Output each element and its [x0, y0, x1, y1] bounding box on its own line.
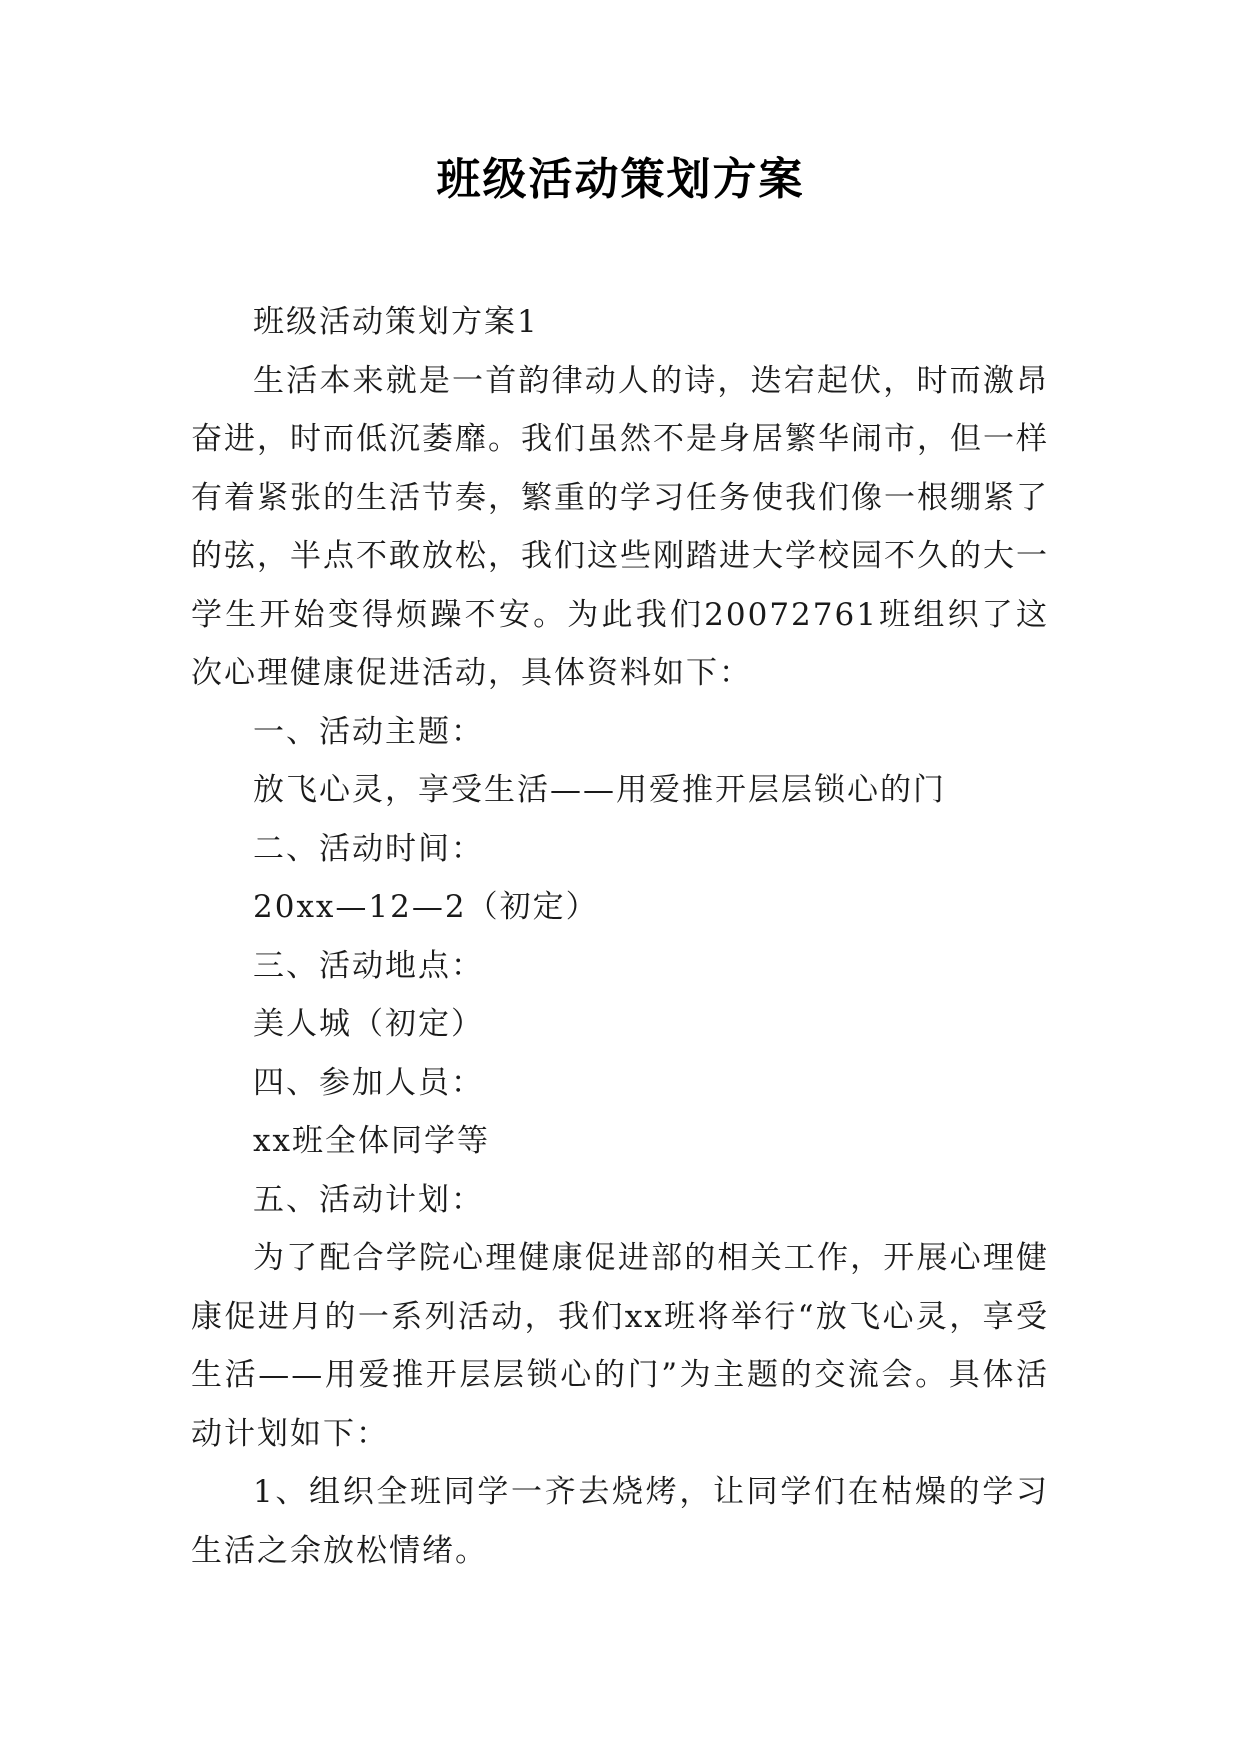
- activity-plan-paragraph: 为了配合学院心理健康促进部的相关工作，开展心理健康促进月的一系列活动，我们xx班将举行“放飞心灵，享受生活——用爱推开层层锁心的门”为主题的交流会。具体活动计划如下：: [191, 1240, 1049, 1452]
- heading-activity-time: 二、活动时间：: [253, 830, 484, 867]
- heading-activity-location: 三、活动地点：: [253, 947, 484, 984]
- activity-location-text: 美人城（初定）: [253, 1006, 484, 1042]
- document-title: 班级活动策划方案: [436, 154, 805, 205]
- activity-time-text: 20xx—12—2（初定）: [253, 889, 599, 925]
- section-heading-plan-1: 班级活动策划方案1: [253, 304, 539, 340]
- participants-text: xx班全体同学等: [253, 1123, 490, 1159]
- activity-theme-text: 放飞心灵，享受生活——用爱推开层层锁心的门: [253, 772, 946, 808]
- heading-activity-theme: 一、活动主题：: [253, 713, 484, 750]
- heading-activity-plan: 五、活动计划：: [253, 1181, 484, 1218]
- intro-paragraph: 生活本来就是一首韵律动人的诗，迭宕起伏，时而激昂奋进，时而低沉萎靡。我们虽然不是身居繁华闹市，但一样有着紧张的生活节奏，繁重的学习任务使我们像一根绷紧了的弦，半点不敢放松，我们这些刚踏进大学校园不久的大一学生开始变得烦躁不安。为此我们20072761班组织了这次心理健康促进活动，具体资料如下：: [191, 362, 1049, 691]
- plan-item-1: 1、组织全班同学一齐去烧烤，让同学们在枯燥的学习生活之余放松情绪。: [191, 1474, 1049, 1569]
- document-body: [191, 293, 1049, 1580]
- heading-participants: 四、参加人员：: [253, 1064, 484, 1101]
